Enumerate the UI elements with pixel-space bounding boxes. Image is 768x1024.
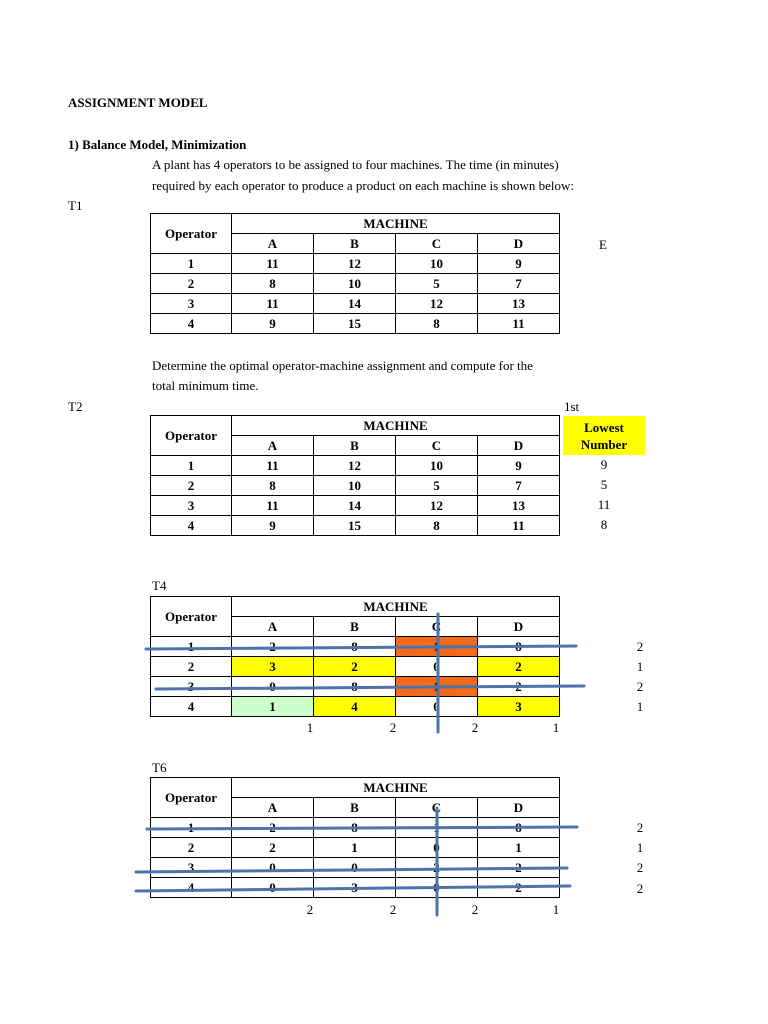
lowest-header-line-1: Lowest	[584, 420, 624, 435]
cell: 3	[478, 697, 560, 717]
col-header: D	[478, 234, 560, 254]
operator-header: Operator	[151, 778, 232, 818]
cell: 2	[478, 878, 560, 898]
cell: 8	[396, 516, 478, 536]
cell: 8	[396, 314, 478, 334]
cell: 3	[151, 294, 232, 314]
cell: 10	[396, 254, 478, 274]
lowest-value: 5	[600, 477, 608, 492]
intro-line-2: required by each operator to produce a product on each machine is shown below:	[152, 178, 574, 193]
table-row	[151, 637, 560, 657]
table-row	[151, 858, 560, 878]
row-count: 2	[636, 820, 644, 835]
col-count: 2	[471, 720, 479, 735]
cell: 1	[314, 838, 396, 858]
cell: 2	[478, 858, 560, 878]
cell: 9	[232, 314, 314, 334]
table-row	[151, 878, 560, 898]
cell: 1	[478, 838, 560, 858]
cell: 2	[314, 657, 396, 677]
question-line-1: Determine the optimal operator-machine assignment and compute for the	[152, 358, 533, 373]
cell: 2	[232, 818, 314, 838]
lowest-value: 9	[600, 457, 608, 472]
intro-line-1: A plant has 4 operators to be assigned to four machines. The time (in minutes)	[152, 157, 559, 172]
cell: 8	[478, 637, 560, 657]
t1-label: T1	[68, 198, 83, 213]
cell: 1	[151, 456, 232, 476]
cell: 11	[232, 456, 314, 476]
operator-header: Operator	[151, 597, 232, 637]
cell: 4	[151, 314, 232, 334]
cell: 12	[396, 294, 478, 314]
lowest-header-line-2: Number	[580, 437, 628, 452]
cell: 2	[232, 838, 314, 858]
row-count: 1	[636, 840, 644, 855]
cell: 11	[478, 314, 560, 334]
row-count: 1	[636, 699, 644, 714]
table-row	[151, 496, 560, 516]
cell: 0	[232, 677, 314, 697]
cell: 2	[151, 657, 232, 677]
cell: 3	[151, 858, 232, 878]
cell: 9	[478, 456, 560, 476]
row-count: 2	[636, 881, 644, 896]
question-line-2: total minimum time.	[152, 378, 259, 393]
col-count: 1	[552, 902, 560, 917]
cell: 12	[314, 456, 396, 476]
cell: 1	[151, 637, 232, 657]
cell: 8	[314, 818, 396, 838]
section-heading: 1) Balance Model, Minimization	[68, 137, 247, 152]
cell: 8	[314, 637, 396, 657]
col-header: D	[478, 617, 560, 637]
table-row	[151, 274, 560, 294]
table-row	[151, 697, 560, 717]
col-header: A	[232, 436, 314, 456]
table-row	[151, 294, 560, 314]
col-header: D	[478, 798, 560, 818]
cell: 0	[396, 657, 478, 677]
cell: 15	[314, 516, 396, 536]
cell: 0	[396, 878, 478, 898]
cell: 8	[232, 476, 314, 496]
t2-label: T2	[68, 399, 83, 414]
cell: 0	[232, 858, 314, 878]
cell: 11	[478, 516, 560, 536]
col-header: C	[396, 617, 478, 637]
col-header: B	[314, 798, 396, 818]
table-t2	[150, 415, 560, 536]
col-count: 1	[306, 720, 314, 735]
cell: 10	[314, 476, 396, 496]
cell: 9	[232, 516, 314, 536]
lowest-value: 8	[600, 517, 608, 532]
machine-header: MACHINE	[232, 416, 560, 436]
col-count: 1	[552, 720, 560, 735]
table-row	[151, 314, 560, 334]
cell: 0	[314, 858, 396, 878]
lowest-number-header	[563, 416, 645, 455]
cell: 2	[232, 637, 314, 657]
cell: 11	[232, 496, 314, 516]
col-header: A	[232, 234, 314, 254]
cell: 10	[314, 274, 396, 294]
cell: 4	[314, 697, 396, 717]
cell: 4	[151, 697, 232, 717]
cell: 3	[151, 496, 232, 516]
cell: 1	[396, 677, 478, 697]
operator-header: Operator	[151, 416, 232, 456]
col-header: D	[478, 436, 560, 456]
cell: 0	[396, 697, 478, 717]
cell: 14	[314, 294, 396, 314]
t6-label: T6	[152, 760, 167, 775]
table-row	[151, 818, 560, 838]
col-count: 2	[471, 902, 479, 917]
cell: 8	[478, 818, 560, 838]
cell: 3	[151, 677, 232, 697]
cell: 8	[232, 274, 314, 294]
cell: 4	[151, 516, 232, 536]
col-header: B	[314, 234, 396, 254]
cell: 4	[151, 878, 232, 898]
cell: 3	[232, 657, 314, 677]
cell: 1	[151, 818, 232, 838]
cell: 1	[396, 637, 478, 657]
col-count: 2	[389, 720, 397, 735]
operator-header: Operator	[151, 214, 232, 254]
table-row	[151, 677, 560, 697]
cell: 12	[396, 496, 478, 516]
table-row	[151, 657, 560, 677]
lowest-value: 11	[597, 497, 611, 512]
table-row	[151, 254, 560, 274]
cell: 2	[478, 657, 560, 677]
col-header: C	[396, 798, 478, 818]
machine-header: MACHINE	[232, 214, 560, 234]
col-count: 2	[306, 902, 314, 917]
cell: 12	[314, 254, 396, 274]
cell: 11	[232, 294, 314, 314]
cell: 7	[478, 476, 560, 496]
cell: 0	[232, 878, 314, 898]
cell: 1	[396, 818, 478, 838]
row-count: 2	[636, 639, 644, 654]
cell: 9	[478, 254, 560, 274]
t1-extra-label: E	[599, 237, 607, 252]
cell: 2	[151, 274, 232, 294]
cell: 13	[478, 496, 560, 516]
t4-label: T4	[152, 578, 167, 593]
cell: 2	[396, 858, 478, 878]
col-header: C	[396, 436, 478, 456]
table-row	[151, 456, 560, 476]
cell: 2	[151, 476, 232, 496]
cell: 7	[478, 274, 560, 294]
cell: 5	[396, 476, 478, 496]
table-t6	[150, 777, 560, 898]
cell: 10	[396, 456, 478, 476]
cell: 2	[151, 838, 232, 858]
machine-header: MACHINE	[232, 597, 560, 617]
row-count: 2	[636, 679, 644, 694]
col-header: A	[232, 617, 314, 637]
cell: 13	[478, 294, 560, 314]
cell: 11	[232, 254, 314, 274]
cell: 5	[396, 274, 478, 294]
cell: 14	[314, 496, 396, 516]
table-row	[151, 476, 560, 496]
cell: 0	[396, 838, 478, 858]
cell: 2	[478, 677, 560, 697]
col-header: B	[314, 436, 396, 456]
step-label: 1st	[564, 399, 580, 414]
col-header: B	[314, 617, 396, 637]
table-row	[151, 516, 560, 536]
table-row	[151, 838, 560, 858]
col-header: C	[396, 234, 478, 254]
col-header: A	[232, 798, 314, 818]
cell: 1	[151, 254, 232, 274]
table-t1	[150, 213, 560, 334]
cell: 15	[314, 314, 396, 334]
page-title: ASSIGNMENT MODEL	[68, 95, 208, 110]
cell: 1	[232, 697, 314, 717]
row-count: 1	[636, 659, 644, 674]
machine-header: MACHINE	[232, 778, 560, 798]
cell: 8	[314, 677, 396, 697]
cell: 3	[314, 878, 396, 898]
table-t4	[150, 596, 560, 717]
row-count: 2	[636, 860, 644, 875]
col-count: 2	[389, 902, 397, 917]
